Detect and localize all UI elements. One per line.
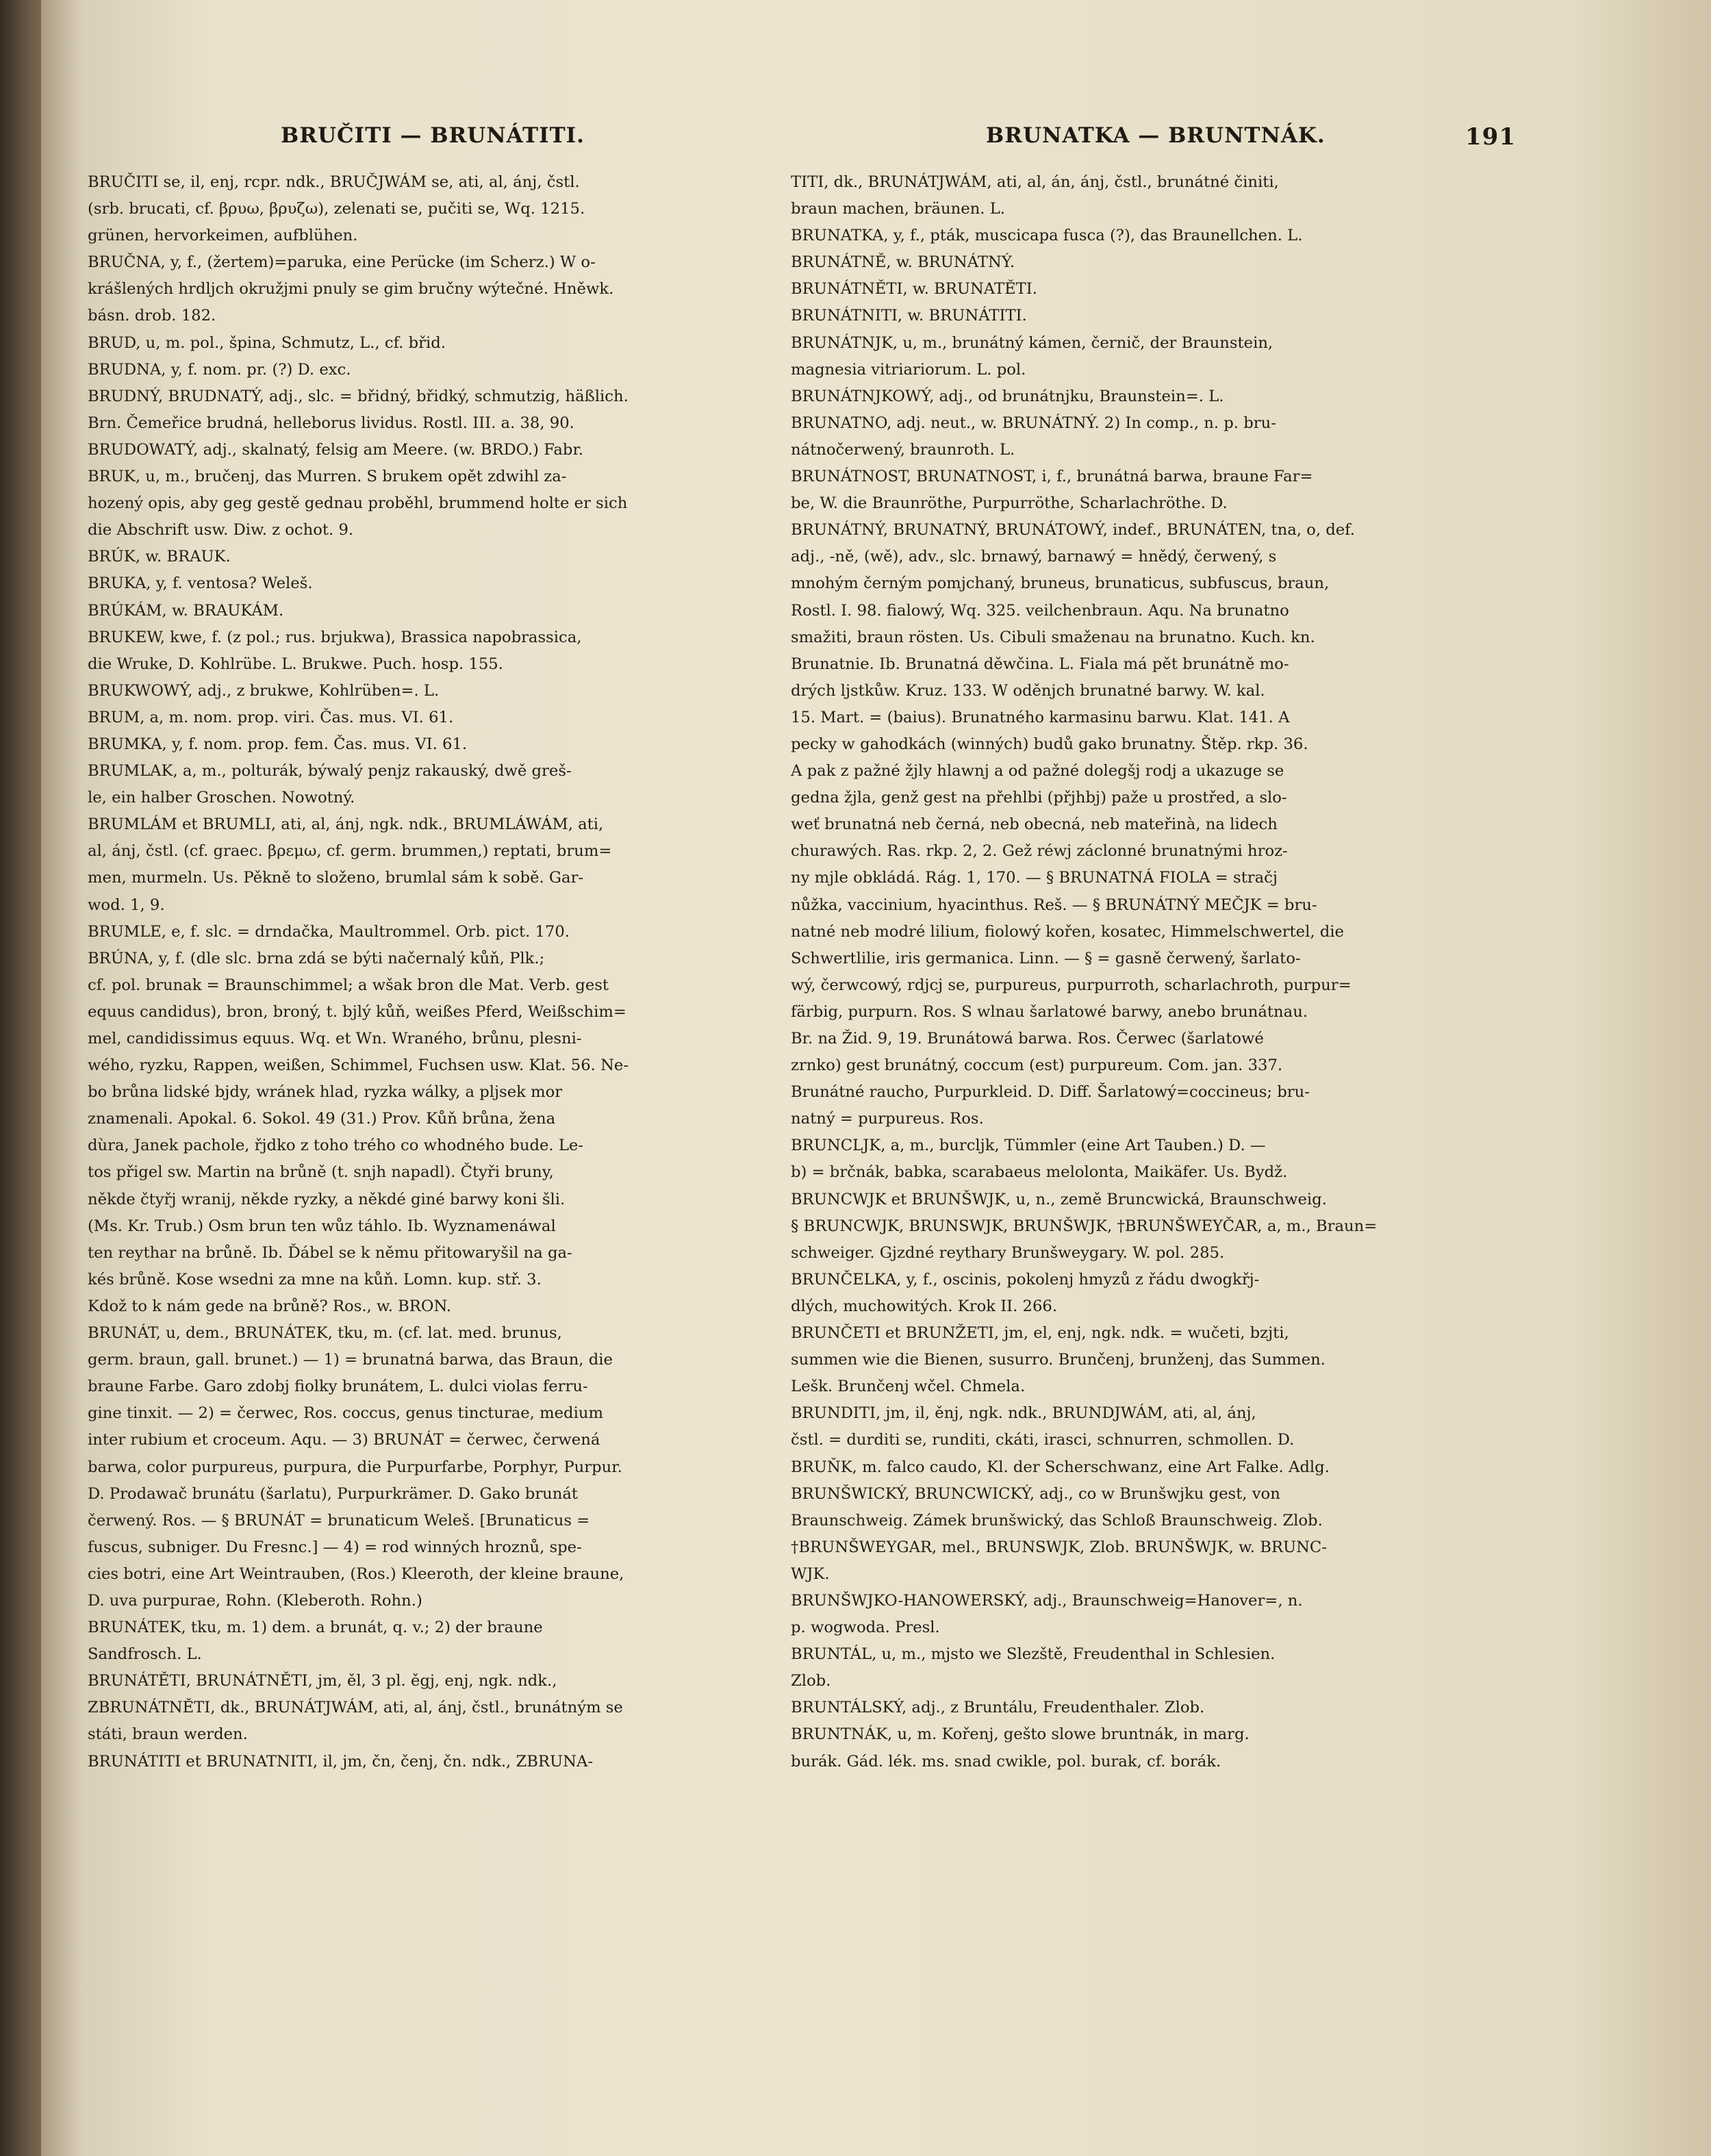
entry-line: tos přigel sw. Martin na brůně (t. snjh napadl). Čtyři bruny, <box>88 1163 554 1182</box>
entry-line: 15. Mart. = (baius). Brunatného karmasinu barwu. Klat. 141. A <box>791 708 1290 726</box>
entry-line: BRUČITI se, il, enj, rcpr. ndk., BRUČJWÁM se, ati, al, ánj, čstl. <box>88 173 580 191</box>
entry-line: mel, candidissimus equus. Wq. et Wn. Wraného, brůnu, plesni- <box>88 1030 582 1048</box>
entry-line: BRUKWOWÝ, adj., z brukwe, Kohlrüben=. L. <box>88 681 440 700</box>
entry-line: A pak z pažné žjly hlawnj a od pažné dolegšj rodj a ukazuge se <box>791 762 1284 781</box>
entry-line: schweiger. Gjzdné reythary Brunšweygary. W. pol. 285. <box>791 1243 1225 1262</box>
entry-line: ten reythar na brůně. Ib. Ďábel se k němu přitowaryšil na ga- <box>88 1243 572 1262</box>
entry-line: BRUNATKA, y, f., pták, muscicapa fusca (?), das Braunellchen. L. <box>791 227 1303 245</box>
entry-line: ny mjle obkládá. Rág. 1, 170. — § BRUNATNÁ FIOLA = stračj <box>791 869 1278 887</box>
entry-line: TITI, dk., BRUNÁTJWÁM, ati, al, án, ánj, čstl., brunátné činiti, <box>791 173 1279 191</box>
right-column <box>791 169 1496 1775</box>
entry-line: zrnko) gest brunátný, coccum (est) purpureum. Com. jan. 337. <box>791 1056 1283 1075</box>
entry-line: braune Farbe. Garo zdobj fiolky brunátem, L. dulci violas ferru- <box>88 1378 588 1396</box>
entry-line: equus candidus), bron, broný, t. bjlý kůň, weißes Pferd, Weißschim= <box>88 1002 626 1021</box>
entry-line: BRUKA, y, f. ventosa? Weleš. <box>88 574 313 593</box>
entry-line: BRUNÁTĚTI, BRUNÁTNĚTI, jm, ěl, 3 pl. ěgj, enj, ngk. ndk., <box>88 1672 557 1690</box>
entry-line: b) = brčnák, babka, scarabaeus melolonta, Maikäfer. Us. Bydž. <box>791 1163 1288 1182</box>
entry-line: mnohým černým pomjchaný, bruneus, brunaticus, subfuscus, braun, <box>791 574 1330 593</box>
entry-line: BRUNCWJK et BRUNŠWJK, u, n., země Bruncwická, Braunschweig. <box>791 1190 1327 1208</box>
page-number: 191 <box>1465 123 1516 151</box>
entry-line: inter rubium et croceum. Aqu. — 3) BRUNÁT = čerwec, čerwená <box>88 1431 600 1449</box>
entry-line: státi, braun werden. <box>88 1725 248 1744</box>
entry-line: †BRUNŠWEYGAR, mel., BRUNSWJK, Zlob. BRUNŠWJK, w. BRUNC- <box>791 1538 1327 1556</box>
entry-line: BRUKEW, kwe, f. (z pol.; rus. brjukwa), Brassica napobrassica, <box>88 628 582 646</box>
entry-line: čerwený. Ros. — § BRUNÁT = brunaticum Weleš. [Brunaticus = <box>88 1511 590 1530</box>
entry-line: WJK. <box>791 1564 830 1583</box>
entry-line: fuscus, subniger. Du Fresnc.] — 4) = rod winných hroznů, spe- <box>88 1538 582 1556</box>
entry-line: BRUŇK, m. falco caudo, Kl. der Scherschwanz, eine Art Falke. Adlg. <box>791 1458 1330 1476</box>
entry-line: men, murmeln. Us. Pěkně to složeno, brumlal sám k sobě. Gar- <box>88 869 584 887</box>
entry-line: p. wogwoda. Presl. <box>791 1619 940 1637</box>
entry-line: Brunatnie. Ib. Brunatná děwčina. L. Fiala má pět brunátně mo- <box>791 655 1289 673</box>
entry-line: wod. 1, 9. <box>88 896 165 914</box>
left-column <box>88 169 772 1775</box>
entry-line: magnesia vitriariorum. L. pol. <box>791 360 1026 379</box>
entry-line: adj., -ně, (wě), adv., slc. brnawý, barnawý = hnědý, čerwený, s <box>791 548 1277 566</box>
entry-line: gine tinxit. — 2) = čerwec, Ros. coccus, genus tincturae, medium <box>88 1404 603 1423</box>
entry-line: BRUDOWATÝ, adj., skalnatý, felsig am Meere. (w. BRDO.) Fabr. <box>88 440 584 459</box>
entry-line: BRUDNÝ, BRUDNATÝ, adj., slc. = břidný, břidký, schmutzig, häßlich. <box>88 387 629 405</box>
entry-line: germ. braun, gall. brunet.) — 1) = brunatná barwa, das Braun, die <box>88 1351 613 1369</box>
running-header-right: BRUNATKA — BRUNTNÁK. <box>986 123 1326 148</box>
entry-line: bo brůna lidské bjdy, wránek hlad, ryzka wálky, a pljsek mor <box>88 1083 563 1102</box>
book-gutter-shadow <box>0 0 41 2156</box>
entry-line: gedna žjla, genž gest na přehlbi (přjhbj) paže u prostřed, a slo- <box>791 789 1287 807</box>
entry-line: BRUNÁTNĚTI, w. BRUNATĚTI. <box>791 280 1037 299</box>
entry-line: BRUK, u, m., bručenj, das Murren. S brukem opět zdwihl za- <box>88 468 567 486</box>
entry-line: D. uva purpurae, Rohn. (Kleberoth. Rohn.) <box>88 1591 422 1610</box>
entry-line: BRUNÁTITI et BRUNATNITI, il, jm, čn, čenj, čn. ndk., ZBRUNA- <box>88 1752 594 1771</box>
entry-line: BRUNŠWJKO-HANOWERSKÝ, adj., Braunschweig=Hanover=, n. <box>791 1591 1303 1610</box>
entry-line: BRUMLÁM et BRUMLI, ati, al, ánj, ngk. ndk., BRUMLÁWÁM, ati, <box>88 815 604 834</box>
entry-line: Schwertlilie, iris germanica. Linn. — § = gasně čerwený, šarlato- <box>791 949 1301 967</box>
entry-line: cies botri, eine Art Weintrauben, (Ros.) Kleeroth, der kleine braune, <box>88 1564 624 1583</box>
entry-line: BRUČNA, y, f., (žertem)=paruka, eine Perücke (im Scherz.) W o- <box>88 253 596 272</box>
entry-line: burák. Gád. lék. ms. snad cwikle, pol. burak, cf. borák. <box>791 1752 1221 1771</box>
entry-line: Lešk. Brunčenj wčel. Chmela. <box>791 1378 1026 1396</box>
entry-line: BRÚNA, y, f. (dle slc. brna zdá se býti načernalý kůň, Plk.; <box>88 949 545 967</box>
entry-line: (srb. brucati, cf. βρυω, βρυζω), zelenati se, pučiti se, Wq. 1215. <box>88 200 585 218</box>
entry-line: Zlob. <box>791 1672 831 1690</box>
entry-line: Rostl. I. 98. fialowý, Wq. 325. veilchenbraun. Aqu. Na brunatno <box>791 601 1289 620</box>
entry-line: BRUNŠWICKÝ, BRUNCWICKÝ, adj., co w Brunšwjku gest, von <box>791 1484 1280 1503</box>
entry-line: natné neb modré lilium, fiolowý kořen, kosatec, Himmelschwertel, die <box>791 922 1344 941</box>
entry-line: Kdož to k nám gede na brůně? Ros., w. BRON. <box>88 1297 452 1315</box>
entry-line: BRUNTÁLSKÝ, adj., z Bruntálu, Freudenthaler. Zlob. <box>791 1699 1205 1717</box>
entry-line: BRUNČELKA, y, f., oscinis, pokolenj hmyzů z řádu dwogkřj- <box>791 1270 1260 1289</box>
entry-line: Braunschweig. Zámek brunšwický, das Schloß Braunschweig. Zlob. <box>791 1511 1323 1530</box>
entry-line: Br. na Žid. 9, 19. Brunátowá barwa. Ros. Čerwec (šarlatowé <box>791 1030 1264 1048</box>
entry-line: dlých, muchowitých. Krok II. 266. <box>791 1297 1058 1315</box>
entry-line: BRUNÁTNÝ, BRUNATNÝ, BRUNÁTOWÝ, indef., BRUNÁTEN, tna, o, def. <box>791 521 1355 540</box>
entry-line: básn. drob. 182. <box>88 307 216 325</box>
entry-line: smažiti, braun rösten. Us. Cibuli smaženau na brunatno. Kuch. kn. <box>791 628 1315 646</box>
running-header-left: BRUČITI — BRUNÁTITI. <box>281 123 585 148</box>
entry-line: BRUNÁTNOST, BRUNATNOST, i, f., brunátná barwa, braune Far= <box>791 468 1313 486</box>
entry-line: BRÚKÁM, w. BRAUKÁM. <box>88 601 284 620</box>
entry-line: dùra, Janek pacholе, řjdko z toho trého co whodného bude. Le- <box>88 1137 583 1155</box>
entry-line: krášlených hrdljch okružjmi pnuly se gim bručny wýtečné. Hněwk. <box>88 280 614 299</box>
entry-line: BRUD, u, m. pol., špina, Schmutz, L., cf. břid. <box>88 333 446 352</box>
entry-line: Brn. Čemeřice brudná, helleborus lividus. Rostl. III. a. 38, 90. <box>88 414 574 432</box>
entry-line: die Wruke, D. Kohlrübe. L. Brukwe. Puch. hosp. 155. <box>88 655 503 673</box>
entry-line: D. Prodawač brunátu (šarlatu), Purpurkrämer. D. Gako brunát <box>88 1484 579 1503</box>
entry-line: BRUNTÁL, u, m., mjsto we Slezště, Freudenthal in Schlesien. <box>791 1645 1276 1664</box>
entry-line: BRUMLE, e, f. slc. = drndačka, Maultrommel. Orb. pict. 170. <box>88 922 570 941</box>
entry-line: BRUNÁTNITI, w. BRUNÁTITI. <box>791 307 1027 325</box>
entry-line: grünen, hervorkeimen, aufblühen. <box>88 227 358 245</box>
entry-line: BRÚK, w. BRAUK. <box>88 548 231 566</box>
entry-line: be, W. die Braunröthe, Purpurröthe, Scharlachröthe. D. <box>791 494 1228 513</box>
entry-line: BRUNDITI, jm, il, ěnj, ngk. ndk., BRUNDJWÁM, ati, al, ánj, <box>791 1404 1256 1423</box>
entry-line: BRUNCLJK, a, m., burcljk, Tümmler (eine Art Tauben.) D. — <box>791 1137 1266 1155</box>
entry-line: Brunátné raucho, Purpurkleid. D. Diff. Šarlatowý=coccineus; bru- <box>791 1083 1310 1102</box>
entry-line: pecky w gahodkách (winných) budů gako brunatny. Štěp. rkp. 36. <box>791 735 1308 753</box>
entry-line: BRUNČETI et BRUNŽETI, jm, el, enj, ngk. ndk. = wučeti, bzjti, <box>791 1324 1289 1343</box>
entry-line: nůžka, vaccinium, hyacinthus. Reš. — § BRUNÁTNÝ MEČJK = bru- <box>791 896 1317 914</box>
entry-line: cf. pol. brunak = Braunschimmel; a wšak bron dle Mat. Verb. gest <box>88 976 609 994</box>
entry-line: summen wie die Bienen, susurro. Brunčenj, brunženj, das Summen. <box>791 1351 1326 1369</box>
entry-line: wеť brunatná neb černá, neb obecná, neb mateřinà, na lidech <box>791 815 1278 834</box>
entry-line: BRUNÁTNJK, u, m., brunátný kámen, černič, der Braunstein, <box>791 333 1273 352</box>
entry-line: BRUNATNO, adj. neut., w. BRUNÁTNÝ. 2) In comp., n. p. bru- <box>791 414 1276 432</box>
entry-line: al, ánj, čstl. (cf. graec. βρεμω, cf. germ. brummen,) reptati, brum= <box>88 842 612 861</box>
entry-line: někde čtyřj wranij, někde ryzky, a někdé giné barwy koni šli. <box>88 1190 566 1208</box>
entry-line: Sandfrosch. L. <box>88 1645 202 1664</box>
entry-line: nátnočerwený, braunroth. L. <box>791 440 1015 459</box>
entry-line: wý, čerwcowý, rdjcj se, purpureus, purpurroth, scharlachroth, purpur= <box>791 976 1352 994</box>
entry-line: BRUDNA, y, f. nom. pr. (?) D. exc. <box>88 360 351 379</box>
entry-line: wého, ryzku, Rappen, weißen, Schimmel, Fuchsen usw. Klat. 56. Ne- <box>88 1056 629 1075</box>
entry-line: BRUNTNÁK, u, m. Kořenj, gešto slowe bruntnák, in marg. <box>791 1725 1250 1744</box>
entry-line: kés brůně. Kose wsedni za mne na kůň. Lomn. kup. stř. 3. <box>88 1270 542 1289</box>
entry-line: BRUNÁTNJKOWÝ, adj., od brunátnjku, Braunstein=. L. <box>791 387 1224 405</box>
entry-line: barwa, color purpureus, purpura, die Purpurfarbe, Porphyr, Purpur. <box>88 1458 622 1476</box>
entry-line: BRUMKA, y, f. nom. prop. fem. Čas. mus. VI. 61. <box>88 735 468 753</box>
entry-line: BRUNÁT, u, dem., BRUNÁTEK, tku, m. (cf. lat. med. brunus, <box>88 1324 562 1343</box>
entry-line: § BRUNCWJK, BRUNSWJK, BRUNŠWJK, †BRUNŠWEYČAR, a, m., Braun= <box>791 1217 1378 1235</box>
entry-line: ZBRUNÁTNĚTI, dk., BRUNÁTJWÁM, ati, al, ánj, čstl., brunátným se <box>88 1699 623 1717</box>
entry-line: braun machen, bräunen. L. <box>791 200 1006 218</box>
entry-line: le, ein halber Groschen. Nowotný. <box>88 789 355 807</box>
entry-line: die Abschrift usw. Diw. z ochot. 9. <box>88 521 354 540</box>
entry-line: BRUNÁTNĚ, w. BRUNÁTNÝ. <box>791 253 1015 272</box>
entry-line: hozený opis, aby geg gestě gednau proběhl, brummend holte er sich <box>88 494 628 513</box>
entry-line: BRUM, a, m. nom. prop. viri. Čas. mus. VI. 61. <box>88 708 454 726</box>
entry-line: BRUNÁTEK, tku, m. 1) dem. a brunát, q. v.; 2) der braune <box>88 1619 543 1637</box>
entry-line: BRUMLAK, a, m., polturák, býwalý penjz rakauský, dwě greš- <box>88 762 572 781</box>
entry-line: natný = purpureus. Ros. <box>791 1110 984 1128</box>
entry-line: (Ms. Kr. Trub.) Osm brun ten wůz táhlo. Ib. Wyznamenáwal <box>88 1217 556 1235</box>
entry-line: čstl. = durditi se, runditi, ckáti, irasci, schnurren, schmollen. D. <box>791 1431 1295 1449</box>
entry-line: färbig, purpurn. Ros. S wlnau šarlatowé barwy, anebo brunátnau. <box>791 1002 1308 1021</box>
entry-line: znamenali. Apokal. 6. Sokol. 49 (31.) Prov. Kůň brůna, žena <box>88 1110 556 1128</box>
entry-line: drých ljstkůw. Kruz. 133. W oděnjch brunatné barwy. W. kal. <box>791 681 1265 700</box>
entry-line: churawých. Ras. rkp. 2, 2. Gež réwj záclonné brunatnými hroz- <box>791 842 1288 861</box>
